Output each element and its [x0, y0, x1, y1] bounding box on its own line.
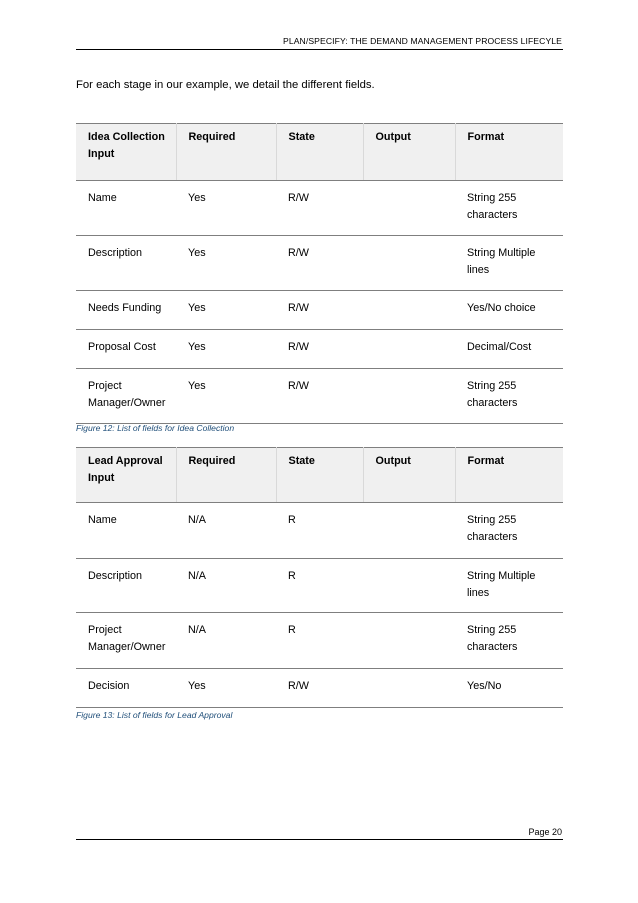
table-row [76, 369, 563, 424]
cell-required: Yes [176, 369, 276, 424]
cell-field-name: Description [76, 559, 176, 613]
header-rule [76, 49, 563, 50]
cell-state: R/W [276, 330, 363, 369]
column-header-state: State [276, 124, 363, 181]
lead-approval-fields-table [76, 447, 563, 708]
cell-format: String 255 characters [455, 503, 563, 559]
cell-state: R/W [276, 181, 363, 236]
cell-field-name: Name [76, 181, 176, 236]
cell-field-name: Description [76, 236, 176, 291]
cell-output [363, 369, 455, 424]
cell-output [363, 236, 455, 291]
cell-state: R/W [276, 669, 363, 708]
table-row [76, 181, 563, 236]
cell-required: Yes [176, 330, 276, 369]
column-header-format: Format [455, 124, 563, 181]
cell-format: String 255 characters [455, 613, 563, 669]
figure-13-caption: Figure 13: List of fields for Lead Approval [76, 710, 233, 720]
cell-output [363, 330, 455, 369]
table-row [76, 669, 563, 708]
table-header-row [76, 124, 563, 181]
cell-output [363, 613, 455, 669]
cell-field-name: Decision [76, 669, 176, 708]
idea-collection-fields-table [76, 123, 563, 424]
column-header-required: Required [176, 448, 276, 503]
cell-state: R [276, 613, 363, 669]
column-header-input: Idea Collection Input [76, 124, 176, 181]
cell-state: R/W [276, 369, 363, 424]
cell-format: String 255 characters [455, 369, 563, 424]
column-header-output: Output [363, 448, 455, 503]
cell-field-name: Name [76, 503, 176, 559]
table-row [76, 559, 563, 613]
cell-format: String Multiple lines [455, 559, 563, 613]
cell-output [363, 291, 455, 330]
cell-required: Yes [176, 181, 276, 236]
cell-required: N/A [176, 559, 276, 613]
cell-format: Yes/No choice [455, 291, 563, 330]
column-header-state: State [276, 448, 363, 503]
table-row [76, 613, 563, 669]
cell-output [363, 559, 455, 613]
cell-format: String 255 characters [455, 181, 563, 236]
cell-state: R/W [276, 291, 363, 330]
cell-required: Yes [176, 669, 276, 708]
cell-format: String Multiple lines [455, 236, 563, 291]
table-row [76, 330, 563, 369]
table-row [76, 236, 563, 291]
cell-state: R [276, 559, 363, 613]
cell-required: N/A [176, 613, 276, 669]
cell-required: Yes [176, 236, 276, 291]
column-header-required: Required [176, 124, 276, 181]
table-header-row [76, 448, 563, 503]
table-row [76, 503, 563, 559]
cell-required: N/A [176, 503, 276, 559]
cell-state: R/W [276, 236, 363, 291]
table-row [76, 291, 563, 330]
cell-output [363, 503, 455, 559]
column-header-input: Lead Approval Input [76, 448, 176, 503]
running-header: PLAN/SPECIFY: THE DEMAND MANAGEMENT PROCESS LIFECYLE [283, 36, 562, 46]
column-header-format: Format [455, 448, 563, 503]
cell-required: Yes [176, 291, 276, 330]
column-header-output: Output [363, 124, 455, 181]
cell-field-name: Proposal Cost [76, 330, 176, 369]
cell-output [363, 181, 455, 236]
footer-rule [76, 839, 563, 840]
figure-12-caption: Figure 12: List of fields for Idea Collection [76, 423, 235, 433]
cell-format: Decimal/Cost [455, 330, 563, 369]
cell-field-name: Project Manager/Owner [76, 613, 176, 669]
cell-state: R [276, 503, 363, 559]
cell-field-name: Needs Funding [76, 291, 176, 330]
cell-output [363, 669, 455, 708]
intro-paragraph: For each stage in our example, we detail the different fields. [76, 79, 375, 91]
cell-format: Yes/No [455, 669, 563, 708]
page-number: Page 20 [528, 827, 562, 837]
cell-field-name: Project Manager/Owner [76, 369, 176, 424]
